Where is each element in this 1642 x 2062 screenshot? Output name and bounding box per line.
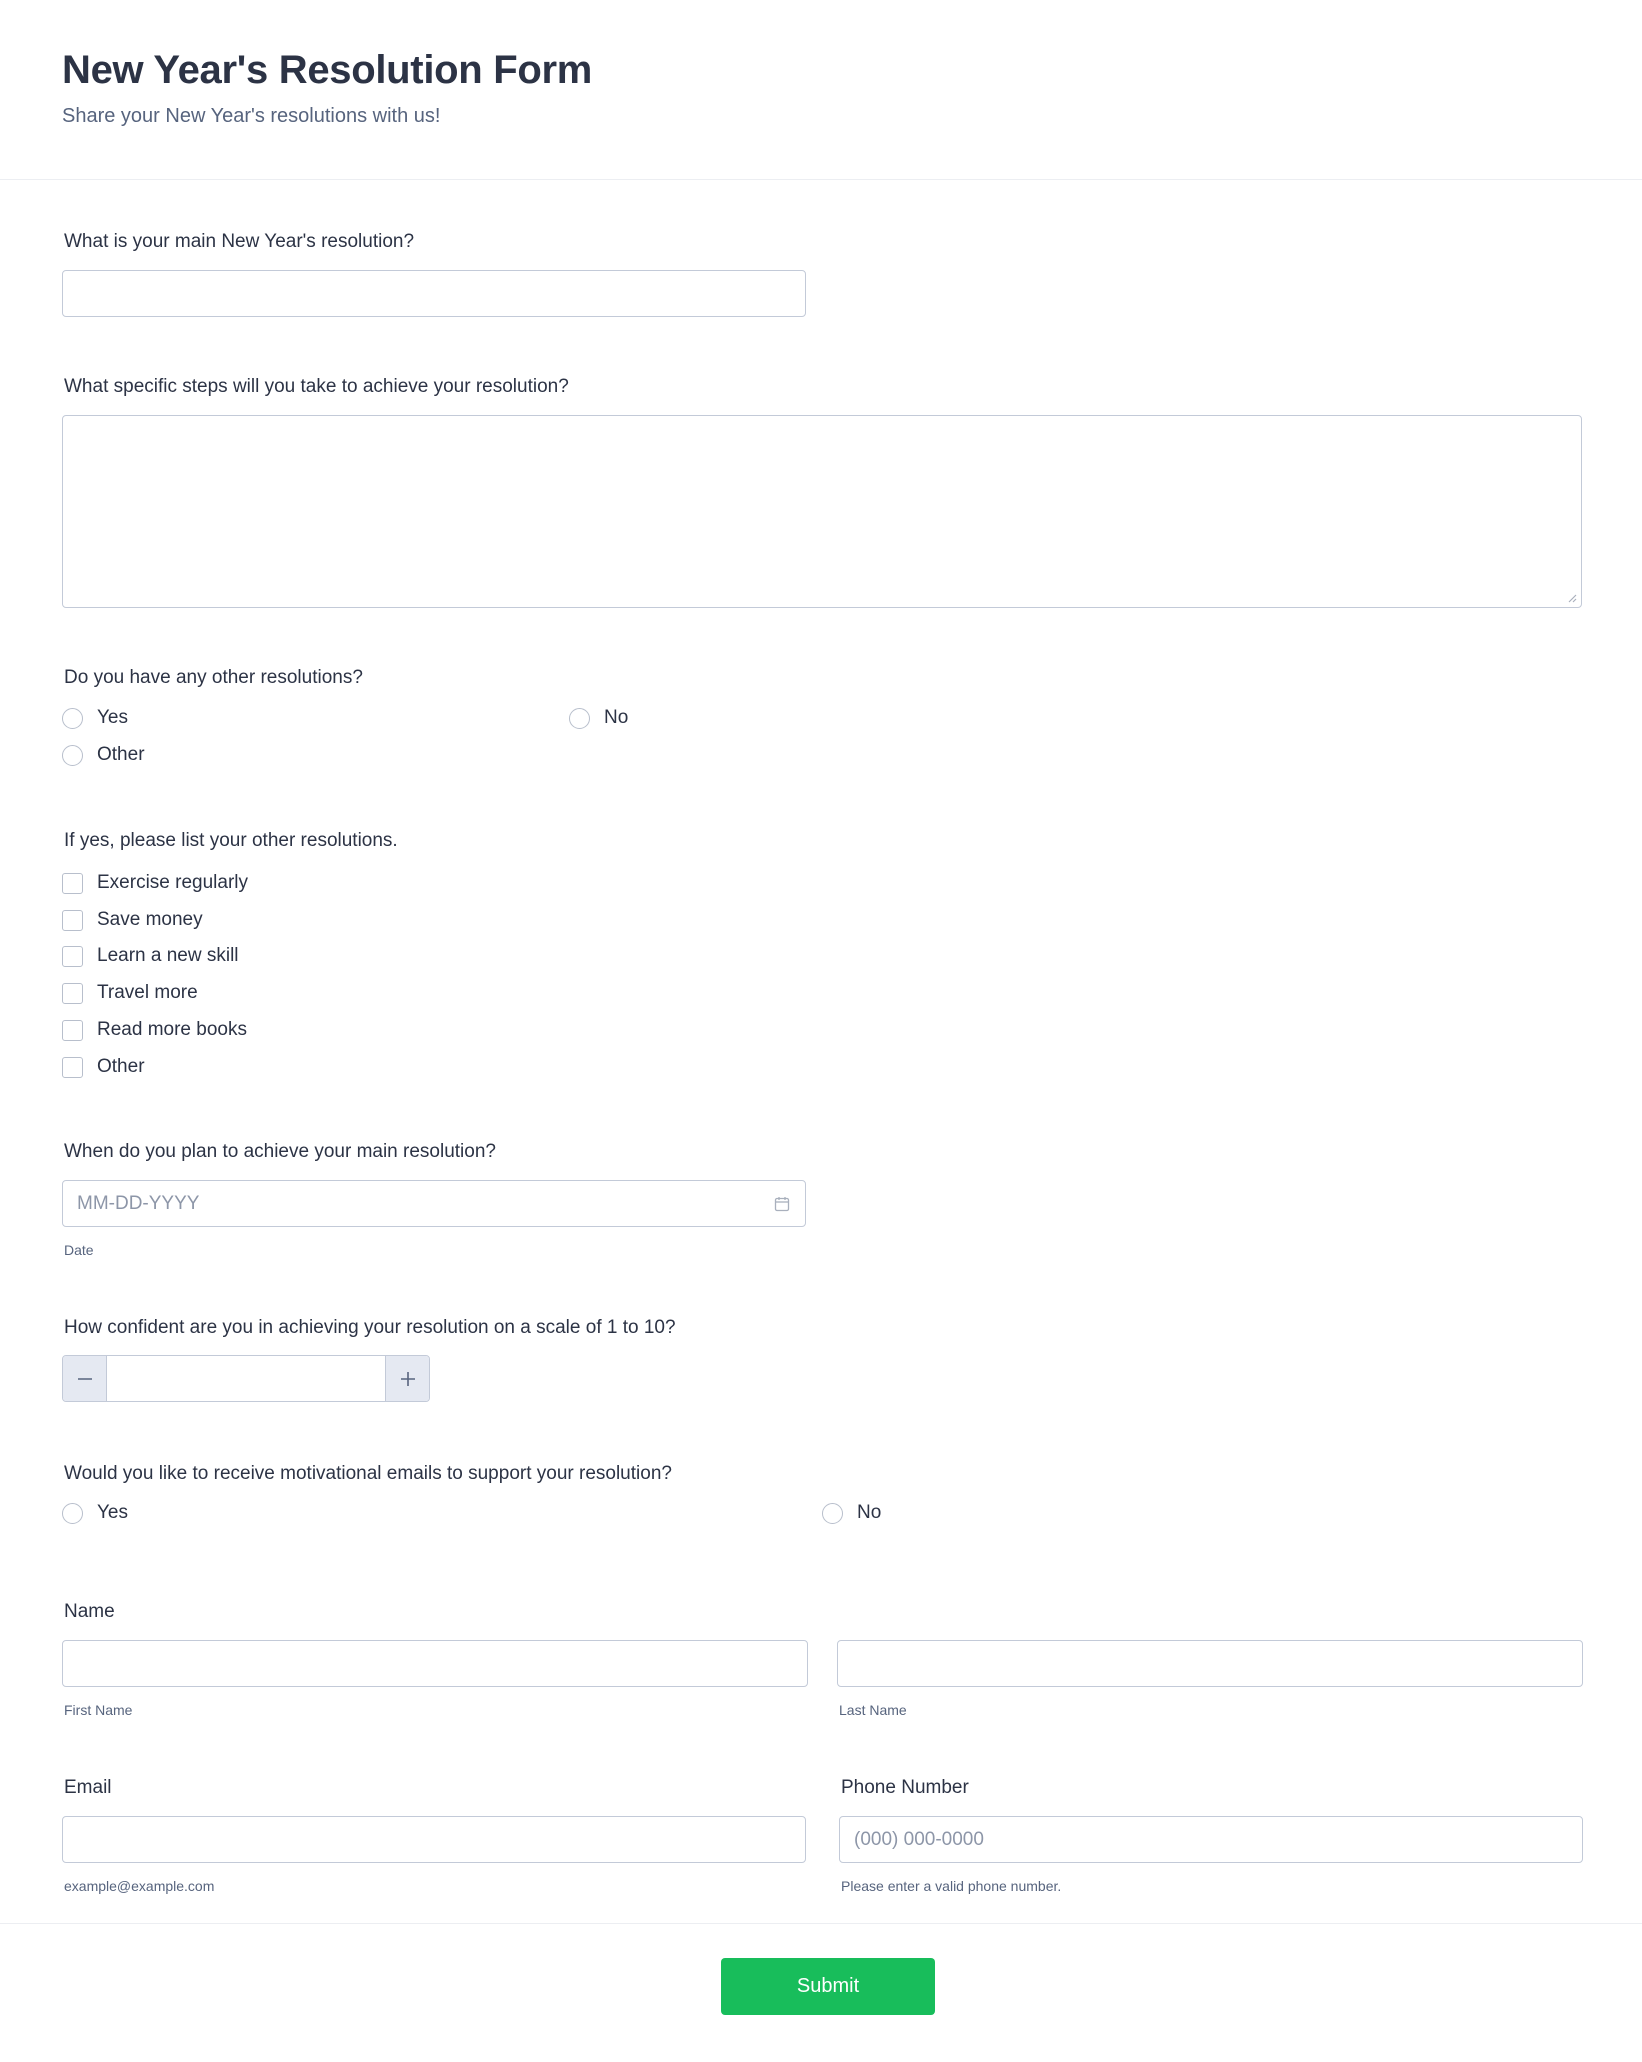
option-label: Yes — [97, 1502, 128, 1523]
option-label: Learn a new skill — [97, 945, 239, 966]
checkbox-icon[interactable] — [62, 983, 83, 1004]
plus-icon — [400, 1371, 416, 1387]
date-question-label: When do you plan to achieve your main resolution? — [64, 1141, 496, 1162]
steps-textarea[interactable] — [62, 415, 1582, 608]
email-label: Email — [64, 1777, 112, 1798]
radio-circle-icon[interactable] — [62, 1503, 83, 1524]
confidence-stepper[interactable] — [62, 1355, 430, 1402]
last-name-sublabel: Last Name — [839, 1702, 907, 1718]
form-header — [0, 0, 1642, 180]
option-label: No — [604, 707, 629, 728]
confidence-label: How confident are you in achieving your resolution on a scale of 1 to 10? — [64, 1317, 676, 1338]
checkbox-read-books[interactable] — [62, 1017, 247, 1043]
radio-circle-icon[interactable] — [62, 745, 83, 766]
first-name-input[interactable] — [62, 1640, 808, 1687]
emails-option-no[interactable] — [822, 1500, 881, 1526]
last-name-input[interactable] — [837, 1640, 1583, 1687]
minus-icon — [77, 1371, 93, 1387]
form-title: New Year's Resolution Form — [62, 48, 593, 92]
main-resolution-input[interactable] — [62, 270, 806, 317]
other-resolutions-label: Do you have any other resolutions? — [64, 667, 363, 688]
option-label: Other — [97, 1056, 145, 1077]
phone-sublabel: Please enter a valid phone number. — [841, 1878, 1062, 1894]
first-name-sublabel: First Name — [64, 1702, 133, 1718]
email-sublabel: example@example.com — [64, 1878, 215, 1894]
checkbox-icon[interactable] — [62, 910, 83, 931]
resize-grip-icon[interactable] — [1565, 591, 1577, 603]
date-input[interactable] — [62, 1180, 806, 1227]
increment-button[interactable] — [386, 1356, 429, 1401]
form-subtitle: Share your New Year's resolutions with us! — [62, 105, 441, 127]
footer-divider — [0, 1923, 1642, 1924]
checkbox-icon[interactable] — [62, 873, 83, 894]
checkbox-icon[interactable] — [62, 1020, 83, 1041]
submit-button[interactable]: Submit — [721, 1958, 935, 2015]
email-input[interactable] — [62, 1816, 806, 1863]
date-sublabel: Date — [64, 1242, 94, 1258]
emails-question-label: Would you like to receive motivational emails to support your resolution? — [64, 1463, 672, 1484]
decrement-button[interactable] — [63, 1356, 106, 1401]
other-resolutions-option-yes[interactable] — [62, 705, 128, 731]
radio-circle-icon[interactable] — [822, 1503, 843, 1524]
option-label: Yes — [97, 707, 128, 728]
phone-input[interactable] — [839, 1816, 1583, 1863]
checkbox-travel[interactable] — [62, 980, 198, 1006]
checkbox-save-money[interactable] — [62, 907, 203, 933]
calendar-icon[interactable] — [774, 1196, 790, 1212]
option-label: No — [857, 1502, 882, 1523]
steps-label: What specific steps will you take to achieve your resolution? — [64, 376, 569, 397]
other-resolutions-option-other[interactable] — [62, 742, 145, 768]
radio-circle-icon[interactable] — [569, 708, 590, 729]
checkbox-learn-skill[interactable] — [62, 943, 239, 969]
phone-label: Phone Number — [841, 1777, 969, 1798]
option-label: Save money — [97, 909, 203, 930]
other-resolutions-option-no[interactable] — [569, 705, 628, 731]
main-resolution-label: What is your main New Year's resolution? — [64, 231, 415, 252]
name-label: Name — [64, 1601, 115, 1622]
radio-circle-icon[interactable] — [62, 708, 83, 729]
confidence-input[interactable] — [106, 1356, 386, 1401]
emails-option-yes[interactable] — [62, 1500, 128, 1526]
option-label: Read more books — [97, 1019, 247, 1040]
checkbox-icon[interactable] — [62, 946, 83, 967]
checkbox-icon[interactable] — [62, 1057, 83, 1078]
option-label: Travel more — [97, 982, 198, 1003]
option-label: Exercise regularly — [97, 872, 248, 893]
option-label: Other — [97, 744, 145, 765]
checkbox-exercise[interactable] — [62, 870, 248, 896]
resolution-list-label: If yes, please list your other resolutions. — [64, 830, 398, 851]
checkbox-other[interactable] — [62, 1054, 145, 1080]
